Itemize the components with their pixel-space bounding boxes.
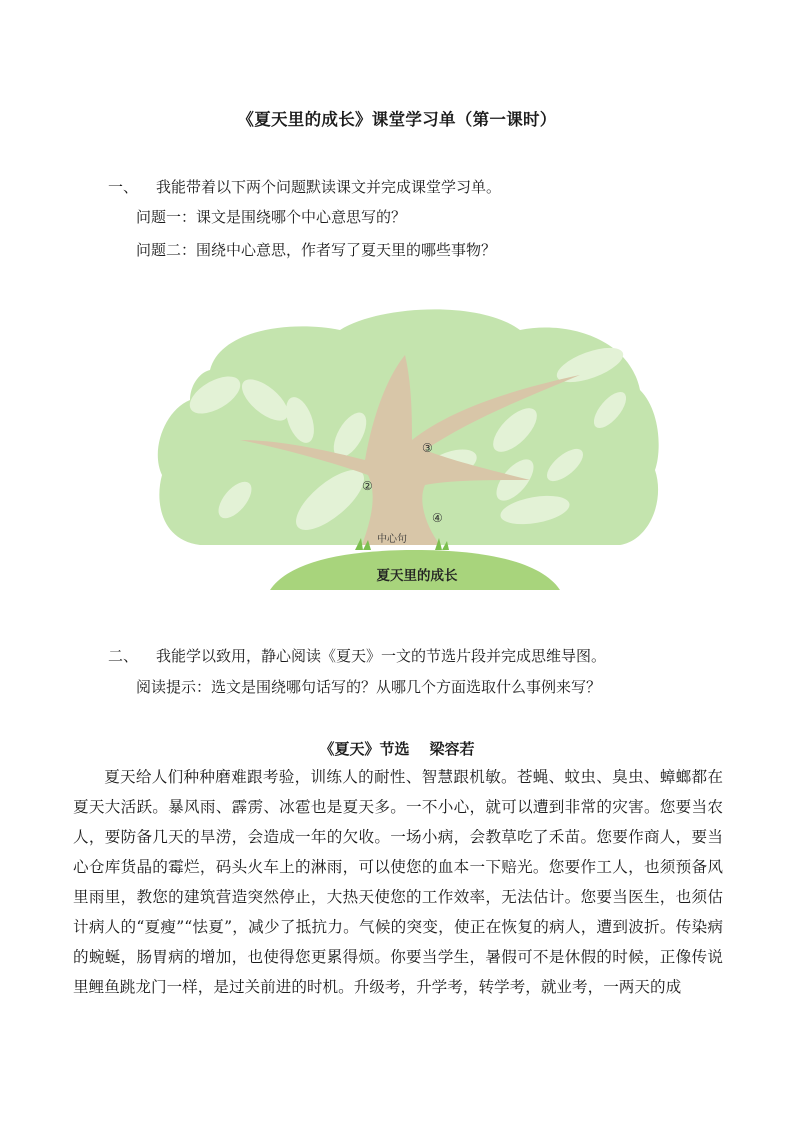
passage-heading — [0, 738, 794, 759]
section-2-number: 二、 — [108, 647, 139, 665]
marker-3: ③ — [422, 441, 433, 455]
question-2: 问题二：围绕中心意思，作者写了夏天里的哪些事物？ — [136, 241, 497, 259]
passage-author: 梁容若 — [429, 740, 475, 758]
passage-text: 夏天给人们种种磨难跟考验，训练人的耐性、智慧跟机敏。苍蝇、蚊虫、臭虫、蟑螂都在夏天大活跃。暴风雨、霹雳、冰雹也是夏天多。一不小心，就可以遭到非常的灾害。您要当农人，要防备几天的旱涝，会造成一年的欠收。一场小病，会教草吃了禾苗。您要作商人，要当心仓库货晶的霉烂，码头火车上的淋雨，可以使您的血本一下赔光。您要作工人，也须预备风里雨里，教您的建筑营造突然停止，大热天使您的工作效率，无法估计。您要当医生，也须估计病人的“夏瘦”“怯夏”，减少了抵抗力。气候的突变，使正在恢复的病人，遭到波折。传染病的蜿蜒，肠胃病的增加，也使得您更累得烦。你要当学生，暑假可不是休假的时候，正像传说里鲤鱼跳龙门一样，是过关前进的时机。升级考，升学考，转学考，就业考，一两天的成 — [73, 768, 723, 996]
passage-title: 《夏天》节选 — [319, 740, 410, 758]
page-title: 《夏天里的成长》课堂学习单（第一课时） — [237, 110, 557, 129]
section-1-number: 一、 — [108, 178, 139, 196]
section-1-instruction: 我能带着以下两个问题默读课文并完成课堂学习单。 — [156, 178, 502, 196]
passage-body — [73, 762, 723, 1002]
reading-hint: 阅读提示：选文是围绕哪句话写的？从哪几个方面选取什么事例来写？ — [136, 678, 602, 696]
marker-4: ④ — [432, 511, 443, 525]
tree-diagram — [150, 300, 670, 595]
ground-label: 夏天里的成长 — [376, 568, 458, 584]
trunk-label: 中心句 — [377, 534, 407, 545]
marker-2: ② — [362, 479, 373, 493]
question-1: 问题一：课文是围绕哪个中心意思写的？ — [136, 208, 407, 226]
section-2-instruction: 我能学以致用，静心阅读《夏天》一文的节选片段并完成思维导图。 — [156, 647, 607, 665]
